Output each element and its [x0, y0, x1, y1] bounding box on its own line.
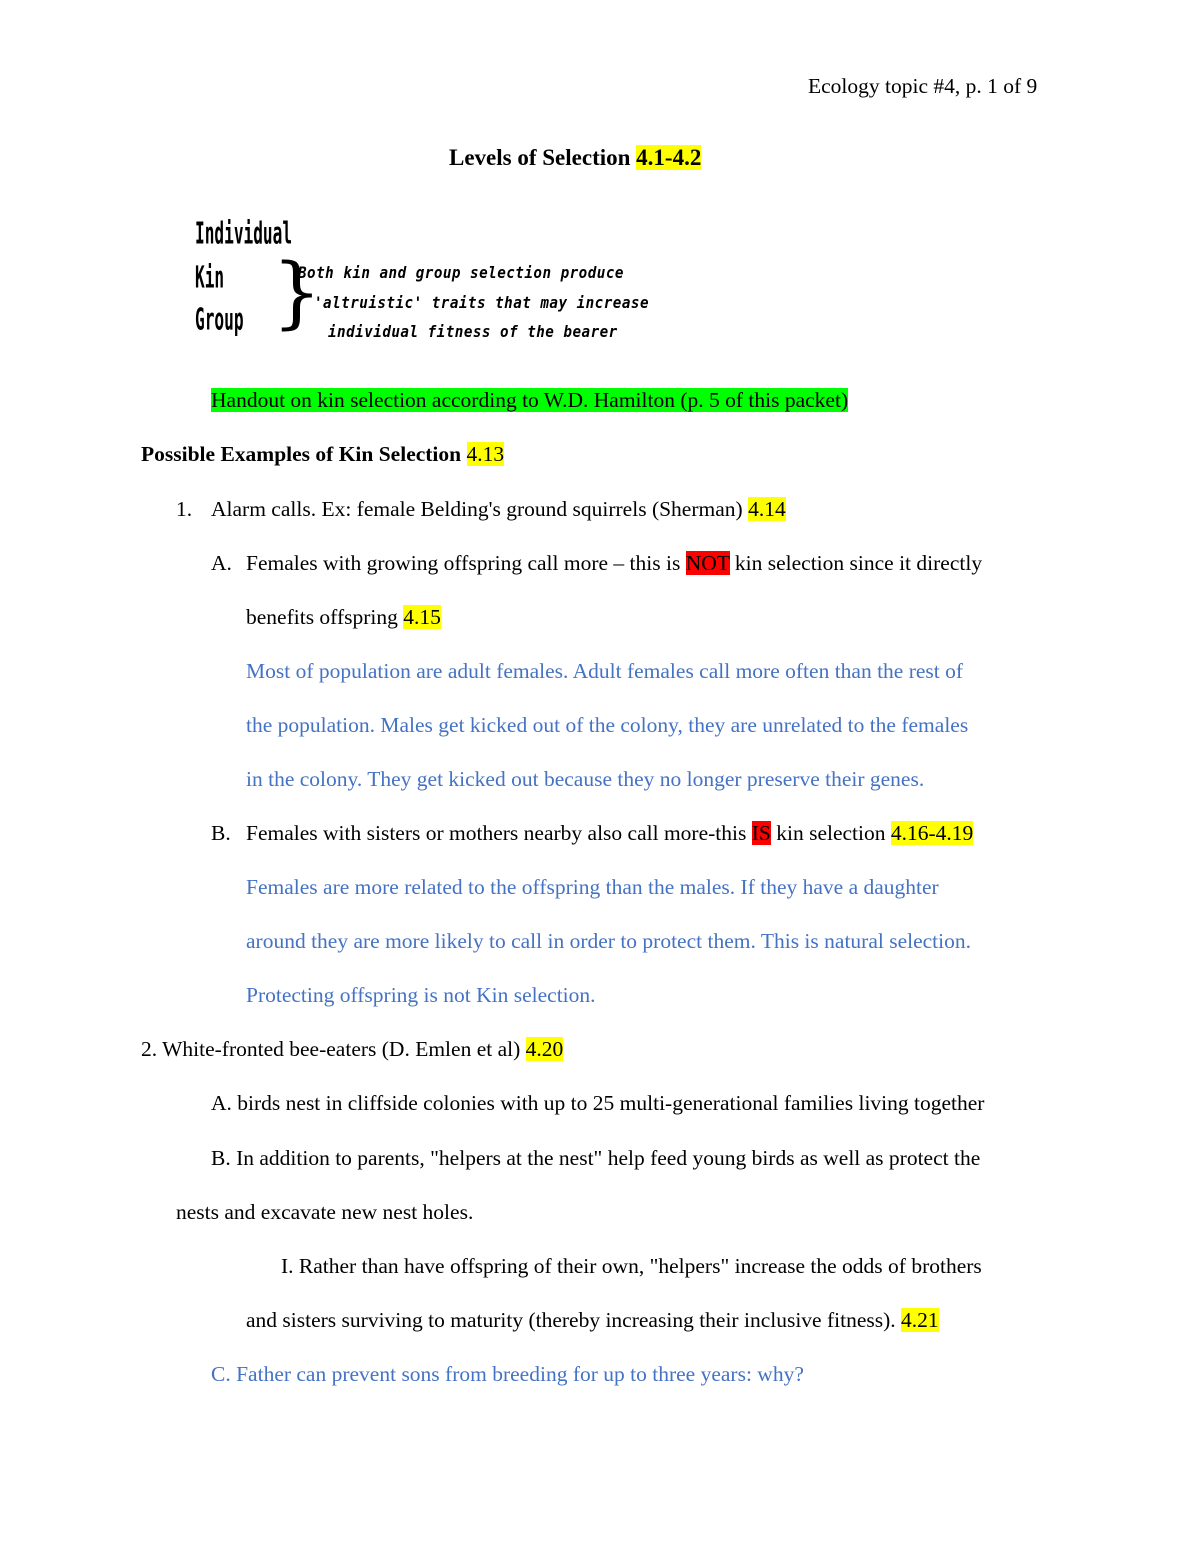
item-1b-letter: B. — [211, 821, 231, 845]
item-1a-pre: Females with growing offspring call more – this is — [246, 551, 681, 575]
section-ref-highlight: 4.13 — [466, 442, 505, 466]
title-ref-highlight: 4.1-4.2 — [636, 145, 702, 170]
item-1a-not-highlight: NOT — [685, 551, 730, 575]
item-1a-note-1: Most of population are adult females. Adult females call more often than the rest of — [246, 659, 964, 683]
section-heading-text: Possible Examples of Kin Selection — [141, 442, 462, 466]
item-1-text: Alarm calls. Ex: female Belding's ground squirrels (Sherman) — [211, 497, 743, 521]
item-1a-note-2: the population. Males get kicked out of the colony, they are unrelated to the females — [246, 713, 969, 737]
item-2-i-line-2 — [246, 1306, 939, 1334]
item-2-i-ref: 4.21 — [901, 1308, 939, 1332]
section-heading — [141, 440, 504, 468]
item-1a-cont-text: benefits offspring — [246, 605, 398, 629]
level-kin: Kin — [195, 260, 225, 296]
levels-note-line-3: individual fitness of the bearer — [328, 322, 618, 342]
item-1a-ref: 4.15 — [403, 605, 441, 629]
item-2b-line-1: B. In addition to parents, "helpers at the nest" help feed young birds as well as protect the — [211, 1146, 981, 1170]
item-2-text: 2. White-fronted bee-eaters (D. Emlen et al) — [141, 1037, 521, 1061]
item-2-line — [141, 1035, 563, 1063]
handout-note — [211, 386, 848, 414]
item-1b-note-3: Protecting offspring is not Kin selection. — [246, 983, 596, 1007]
item-1-ref: 4.14 — [748, 497, 786, 521]
item-1a-post: kin selection since it directly — [734, 551, 983, 575]
item-2c: C. Father can prevent sons from breeding for up to three years: why? — [211, 1362, 804, 1386]
level-individual: Individual — [195, 216, 293, 252]
item-1a-line — [246, 549, 982, 577]
item-1a-note-3: in the colony. They get kicked out because they no longer preserve their genes. — [246, 767, 925, 791]
item-1b-line — [246, 819, 973, 847]
item-2b-line-2: nests and excavate new nest holes. — [176, 1200, 474, 1224]
item-1b-note-1: Females are more related to the offspring than the males. If they have a daughter — [246, 875, 939, 899]
item-1b-post: kin selection — [776, 821, 886, 845]
handout-highlight: Handout on kin selection according to W.D. Hamilton (p. 5 of this packet) — [211, 388, 849, 412]
title-text: Levels of Selection — [449, 145, 631, 170]
item-1b-note-2: around they are more likely to call in order to protect them. This is natural selection. — [246, 929, 972, 953]
item-2a: A. birds nest in cliffside colonies with up to 25 multi-generational families living together — [211, 1091, 985, 1115]
item-1b-ref: 4.16-4.19 — [890, 821, 974, 845]
page-number-header: Ecology topic #4, p. 1 of 9 — [808, 74, 1038, 98]
levels-note-line-2: 'altruistic' traits that may increase — [314, 293, 650, 313]
levels-note-line-1: Both kin and group selection produce — [298, 263, 624, 283]
item-2-i-text: and sisters surviving to maturity (thereby increasing their inclusive fitness). — [246, 1308, 896, 1332]
item-1a-letter: A. — [211, 551, 232, 575]
item-2-i-line-1: I. Rather than have offspring of their own, "helpers" increase the odds of brothers — [281, 1254, 982, 1278]
item-1a-continuation — [246, 603, 441, 631]
item-2-ref: 4.20 — [525, 1037, 564, 1061]
grouping-brace: } — [272, 248, 322, 338]
item-1b-pre: Females with sisters or mothers nearby also call more-this — [246, 821, 747, 845]
item-1-line — [211, 495, 786, 523]
page-title — [449, 144, 701, 172]
item-1-number: 1. — [176, 497, 193, 521]
level-group: Group — [195, 302, 244, 338]
item-1b-is-highlight: IS — [751, 821, 771, 845]
